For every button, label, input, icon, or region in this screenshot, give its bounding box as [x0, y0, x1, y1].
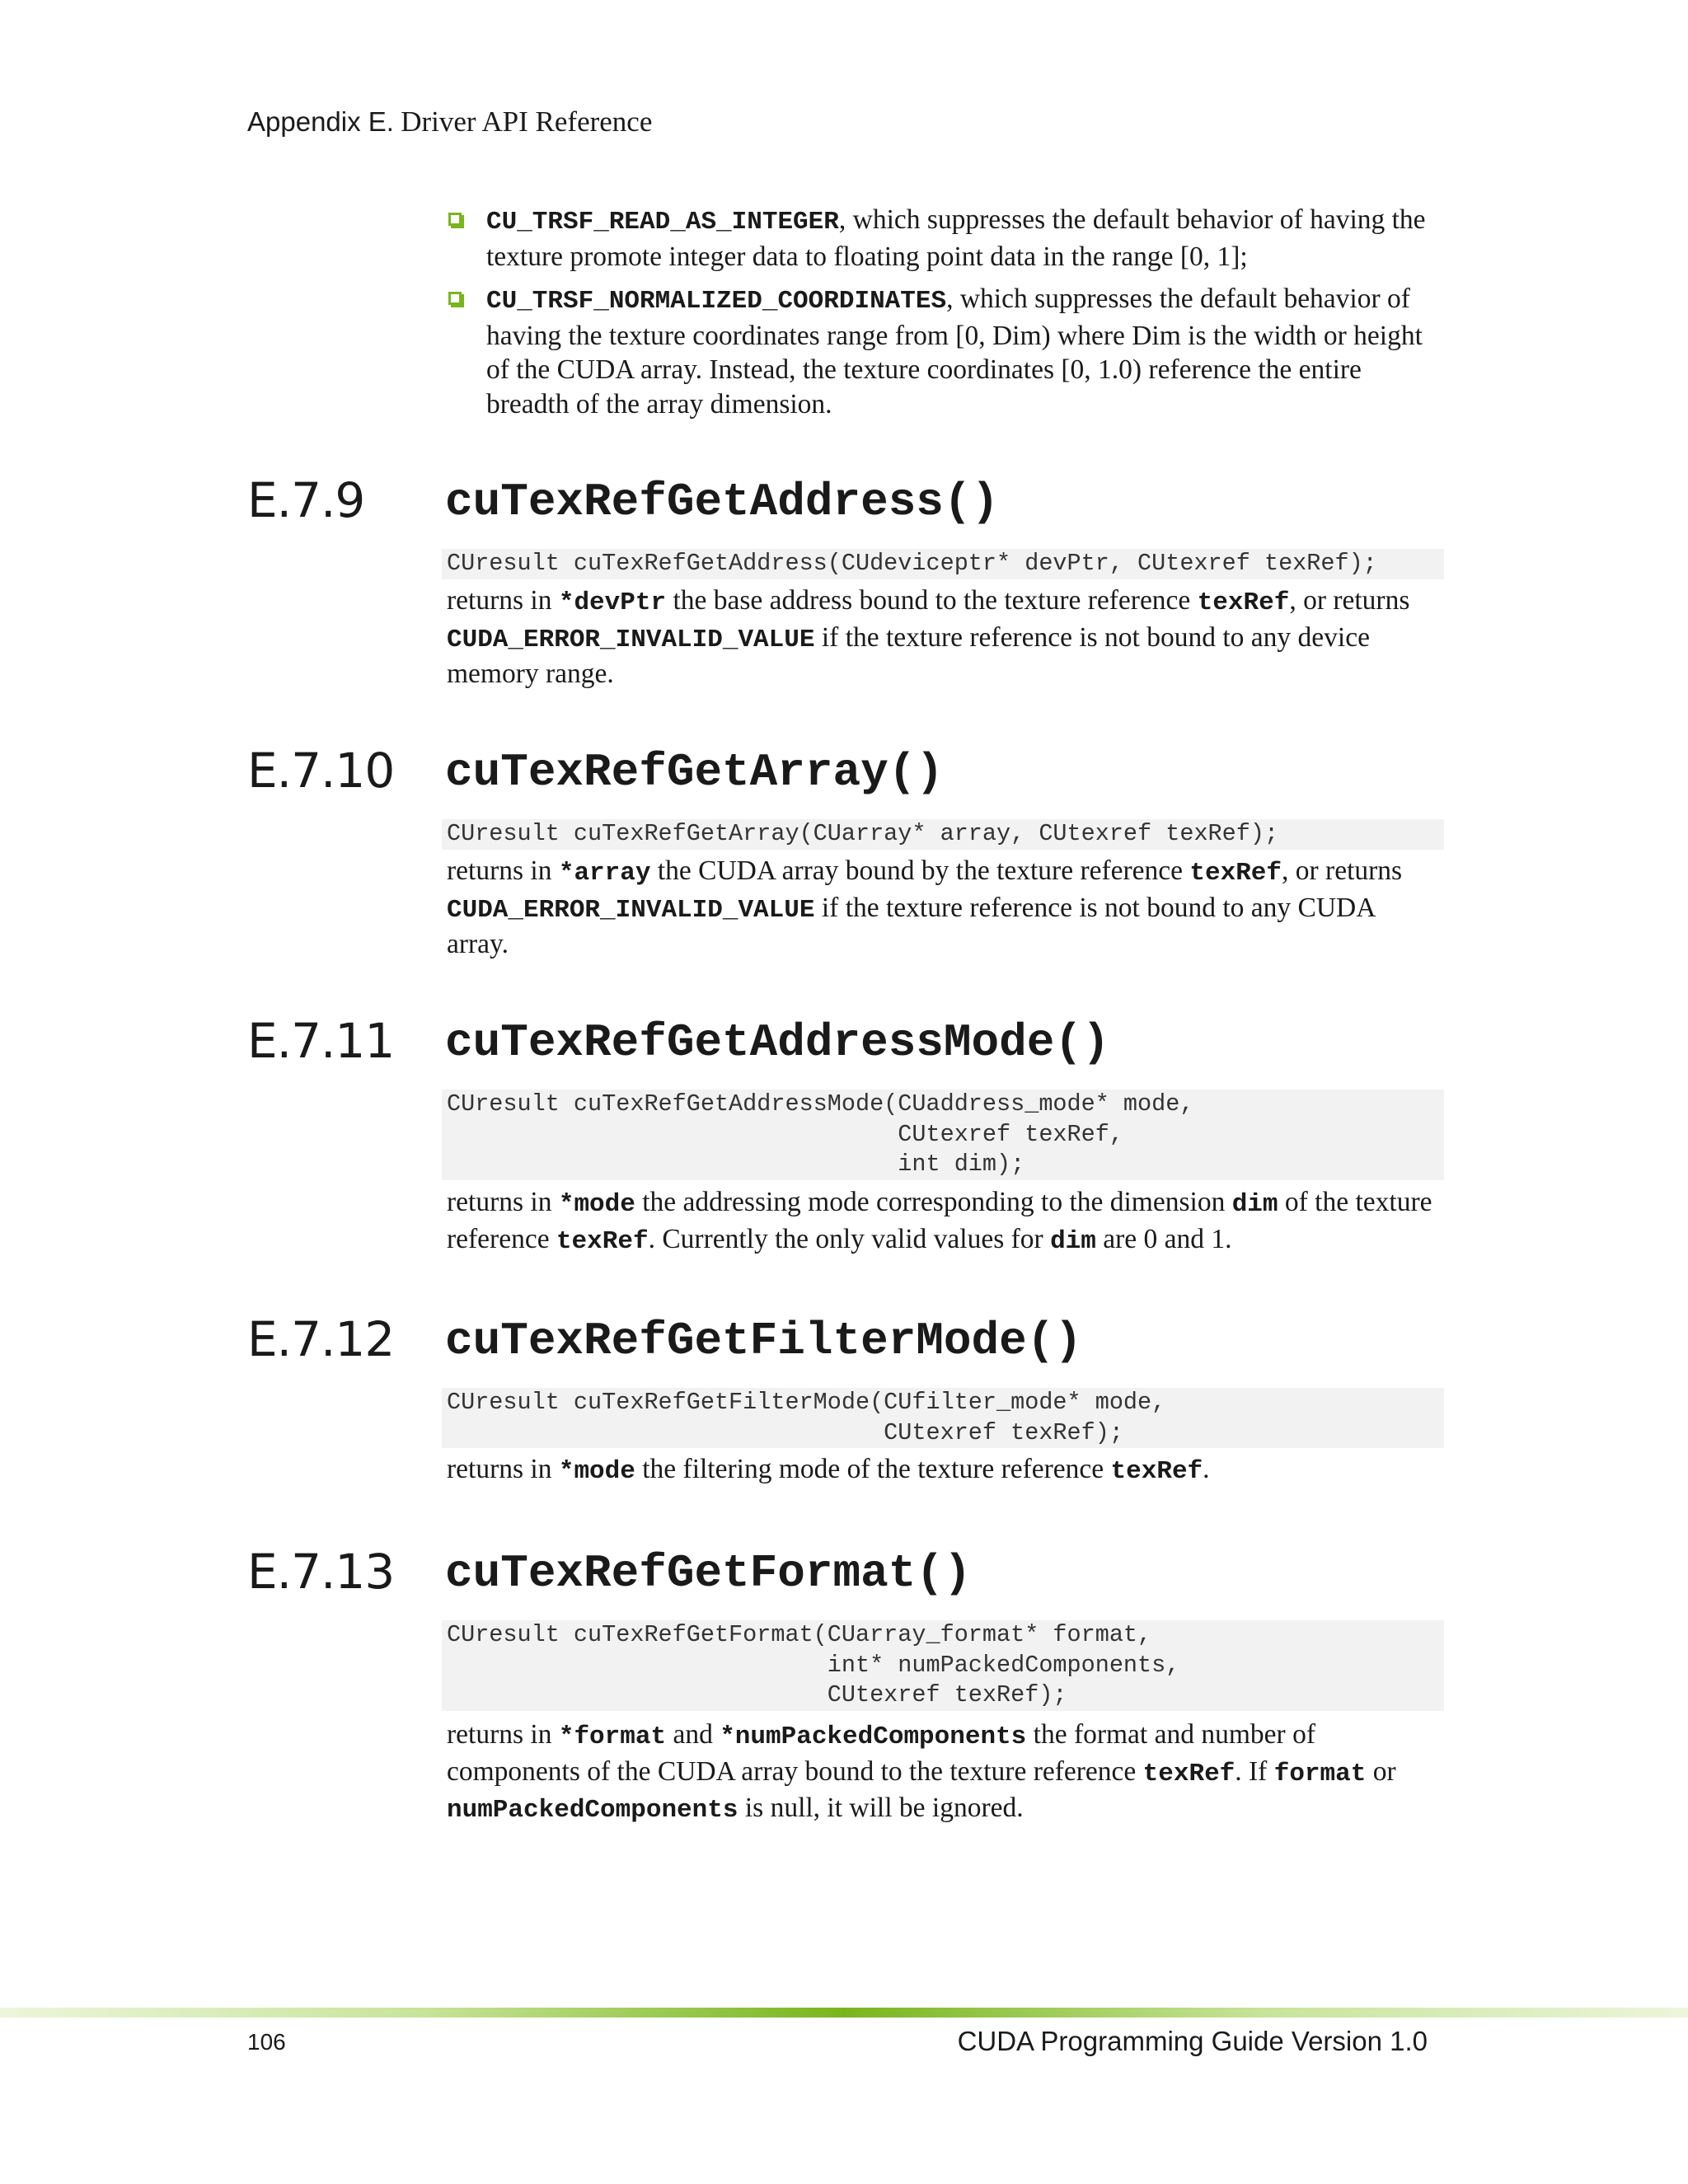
code-identifier: texRef [1197, 588, 1290, 617]
code-identifier: *devPtr [558, 588, 667, 617]
description-text: returns in [447, 1454, 559, 1484]
description-text: the filtering mode of the texture reference [635, 1454, 1111, 1484]
code-line: CUresult cuTexRefGetFilterMode(CUfilter_mode* mode, [447, 1389, 1166, 1416]
code-identifier: format [1273, 1759, 1367, 1788]
section-title: cuTexRefGetAddressMode() [445, 1016, 1110, 1069]
code-line: CUtexref texRef, [447, 1120, 1123, 1148]
section-title: cuTexRefGetArray() [445, 746, 944, 799]
section-title: cuTexRefGetAddress() [445, 476, 1000, 528]
flag-name: CU_TRSF_READ_AS_INTEGER [486, 208, 839, 237]
checkbox-bullet-icon [448, 292, 462, 305]
code-line: CUtexref texRef); [447, 1418, 1123, 1446]
description-text: . If [1235, 1755, 1274, 1787]
code-line: CUtexref texRef); [447, 1681, 1067, 1708]
description-text: are 0 and 1. [1095, 1223, 1232, 1254]
section-description [447, 854, 1436, 962]
description-text: and [666, 1719, 720, 1750]
section-description [447, 583, 1436, 691]
running-header [247, 104, 652, 141]
code-identifier: dim [1050, 1226, 1096, 1256]
code-line: CUresult cuTexRefGetAddress(CUdeviceptr* devPtr, CUtexref texRef); [447, 550, 1377, 577]
bullet-text: , which suppresses the default behavior of having the texture coordinates range from [0, Dim) where Dim is the width or height of the CUDA array. Instead, the texture coordinates [0, 1.0) reference the entire breadth of the array dimension. [486, 284, 1423, 419]
description-text: returns in [447, 585, 559, 616]
code-signature [442, 1090, 1444, 1180]
description-text: . [1203, 1454, 1210, 1484]
code-identifier: *format [558, 1722, 667, 1751]
description-text: , or returns [1282, 855, 1403, 886]
code-identifier: *mode [558, 1457, 635, 1486]
code-identifier: *numPackedComponents [720, 1722, 1027, 1751]
description-text: of the texture reference [447, 1187, 1432, 1254]
page-number: 106 [247, 2029, 286, 2055]
description-text: is null, it will be ignored. [738, 1793, 1024, 1823]
code-signature [442, 549, 1444, 579]
description-text: returns in [447, 1719, 559, 1750]
footer-gradient-bar [0, 2008, 1688, 2018]
code-identifier: dim [1231, 1190, 1278, 1219]
code-identifier: texRef [1142, 1759, 1236, 1788]
description-text: if the texture reference is not bound to any device memory range. [447, 621, 1370, 689]
code-identifier: CUDA_ERROR_INVALID_VALUE [447, 895, 815, 925]
section-number: E.7.11 [247, 1013, 395, 1069]
code-identifier: texRef [1189, 859, 1282, 888]
bullet-item [445, 282, 1444, 421]
footer-doc-title: CUDA Programming Guide Version 1.0 [957, 2026, 1428, 2056]
section-number: E.7.12 [247, 1311, 395, 1367]
code-line: int dim); [447, 1151, 1025, 1178]
checkbox-bullet-icon [448, 213, 462, 226]
code-identifier: *mode [558, 1190, 635, 1219]
description-text: the CUDA array bound by the texture reference [650, 855, 1190, 886]
header-prefix: Appendix E. [247, 106, 394, 137]
code-line: CUresult cuTexRefGetAddressMode(CUaddress_mode* mode, [447, 1090, 1194, 1118]
code-line: CUresult cuTexRefGetArray(CUarray* array, CUtexref texRef); [447, 820, 1279, 847]
section-description [447, 1718, 1436, 1828]
description-text: the base address bound to the texture reference [666, 585, 1198, 616]
code-line: int* numPackedComponents, [447, 1651, 1180, 1679]
description-text: the format and number of components of the CUDA array bound to the texture reference [447, 1719, 1315, 1787]
description-text: . Currently the only valid values for [648, 1223, 1051, 1254]
code-identifier: texRef [1110, 1457, 1203, 1486]
code-identifier: *array [558, 859, 651, 888]
description-text: or [1366, 1755, 1396, 1787]
section-number: E.7.13 [247, 1544, 395, 1600]
section-title: cuTexRefGetFilterMode() [445, 1315, 1082, 1367]
section-number: E.7.9 [247, 472, 365, 528]
description-text: the addressing mode corresponding to the dimension [635, 1187, 1232, 1217]
description-text: returns in [447, 855, 559, 886]
section-description [447, 1452, 1436, 1489]
code-identifier: texRef [556, 1226, 649, 1256]
flag-bullet-list [445, 203, 1444, 429]
code-signature [442, 1620, 1444, 1711]
code-identifier: numPackedComponents [447, 1796, 738, 1825]
bullet-item [445, 203, 1444, 274]
description-text: returns in [447, 1187, 559, 1217]
header-title: Driver API Reference [401, 105, 653, 138]
bullet-text: , which suppresses the default behavior of having the texture promote integer data to floating point data in the range [0, 1]; [486, 204, 1426, 272]
section-number: E.7.10 [247, 743, 395, 799]
flag-name: CU_TRSF_NORMALIZED_COORDINATES [486, 287, 947, 316]
section-title: cuTexRefGetFormat() [445, 1547, 972, 1600]
code-line: CUresult cuTexRefGetFormat(CUarray_format* format, [447, 1621, 1152, 1648]
description-text: , or returns [1289, 585, 1410, 616]
section-description [447, 1185, 1436, 1258]
code-identifier: CUDA_ERROR_INVALID_VALUE [447, 625, 815, 654]
code-signature [442, 819, 1444, 850]
code-signature [442, 1388, 1444, 1448]
description-text: if the texture reference is not bound to any CUDA array. [447, 892, 1375, 959]
